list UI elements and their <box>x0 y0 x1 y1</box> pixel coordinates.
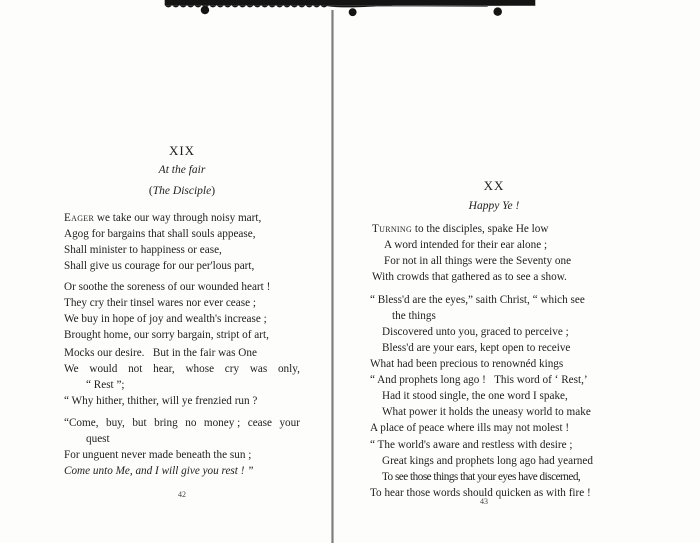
poem-numeral: XX <box>483 178 505 193</box>
verse-word: bring <box>154 417 178 429</box>
verse-line: quest <box>86 433 110 445</box>
verse-line: Discovered unto you, graced to perceive ; <box>382 326 569 338</box>
page-number: 43 <box>480 497 488 506</box>
stanza <box>370 292 664 372</box>
verse-text: we take our way through noisy mart, <box>94 212 262 224</box>
verse-line: To hear those words should quicken as with fire ! <box>370 487 591 499</box>
dropcap-word: Turning <box>372 223 413 235</box>
verse-line: Great kings and prophets long ago had yearned <box>382 455 593 467</box>
poem-title: At the fair <box>158 164 206 176</box>
poem-title: Happy Ye ! <box>468 200 520 212</box>
verse-line: Shall give us courage for our per'lous part, <box>64 260 255 272</box>
verse-line: Bless'd are your ears, kept open to receive <box>382 342 571 354</box>
stanza <box>370 437 664 501</box>
verse-line: Mocks our desire. But in the fair was One <box>64 347 257 359</box>
verse-line: With crowds that gathered as to see a show. <box>372 271 567 283</box>
verse-word: “Come, <box>64 417 99 429</box>
subtitle-text: The Disciple <box>152 185 212 197</box>
verse-word: cease <box>247 417 272 429</box>
stanza <box>64 210 304 274</box>
verse-word: your <box>279 417 300 429</box>
poem-subtitle <box>0 185 364 197</box>
verse-line: What had been precious to renownéd kings <box>370 358 564 370</box>
verse-line: A word intended for their ear alone ; <box>384 239 548 251</box>
stanza <box>370 372 664 436</box>
subtitle-paren: ) <box>211 185 216 197</box>
verse-line: Shall minister to happiness or ease, <box>64 244 222 256</box>
right-page <box>334 0 700 543</box>
verse-word: buy, <box>105 417 125 429</box>
verse-word: We <box>64 363 79 375</box>
verse-line: For unguent never made beneath the sun ; <box>64 449 252 461</box>
verse-text: to the disciples, spake He low <box>412 223 549 235</box>
verse-line <box>64 210 304 226</box>
stanza <box>372 221 662 285</box>
verse-line: A place of peace where ills may not molest ! <box>370 422 570 434</box>
verse-line <box>372 221 662 237</box>
poem-numeral: XIX <box>168 143 196 158</box>
verse-word: cry <box>224 363 240 375</box>
verse-line: What power it holds the uneasy world to make <box>382 406 591 418</box>
verse-word: was <box>249 363 268 375</box>
verse-word: hear, <box>153 363 175 375</box>
verse-word: but <box>132 417 147 429</box>
verse-word: money ; <box>203 417 241 429</box>
verse-line: For not in all things were the Seventy one <box>384 255 572 267</box>
verse-line: “ Rest ”; <box>86 379 125 391</box>
verse-line: Or soothe the soreness of our wounded heart ! <box>64 281 271 293</box>
verse-line: Agog for bargains that shall souls appease, <box>64 228 256 240</box>
verse-line-justified <box>64 415 300 431</box>
page-number: 42 <box>178 490 186 499</box>
verse-line: “ And prophets long ago ! This word of ‘ Rest,’ <box>370 374 588 386</box>
verse-line-justified <box>64 361 300 377</box>
verse-line: “ The world's aware and restless with desire ; <box>370 439 573 451</box>
verse-line: “ Bless'd are the eyes,” saith Christ, “ which see <box>370 294 585 306</box>
verse-line: Come unto Me, and I will give you rest ! ” <box>64 465 254 477</box>
stanza <box>64 345 300 409</box>
verse-line: We buy in hope of joy and wealth's increase ; <box>64 313 267 325</box>
verse-word: only, <box>277 363 300 375</box>
verse-line: They cry their tinsel wares nor ever cease ; <box>64 297 256 309</box>
verse-word: would <box>89 363 118 375</box>
stanza <box>64 415 300 479</box>
verse-word: not <box>128 363 143 375</box>
verse-line: “ Why hither, thither, will ye frenzied run ? <box>64 395 258 407</box>
verse-word: whose <box>185 363 215 375</box>
verse-line: the things <box>392 310 436 322</box>
dropcap-word: Eager <box>64 212 95 224</box>
verse-line: To see those things that your eyes have discerned, <box>382 471 581 483</box>
stanza <box>64 279 304 343</box>
subtitle-paren: ( <box>148 185 153 197</box>
left-page <box>0 0 331 543</box>
verse-line: Brought home, our sorry bargain, stript of art, <box>64 329 269 341</box>
verse-word: no <box>185 417 197 429</box>
verse-line: Had it stood single, the one word I spake, <box>382 390 568 402</box>
